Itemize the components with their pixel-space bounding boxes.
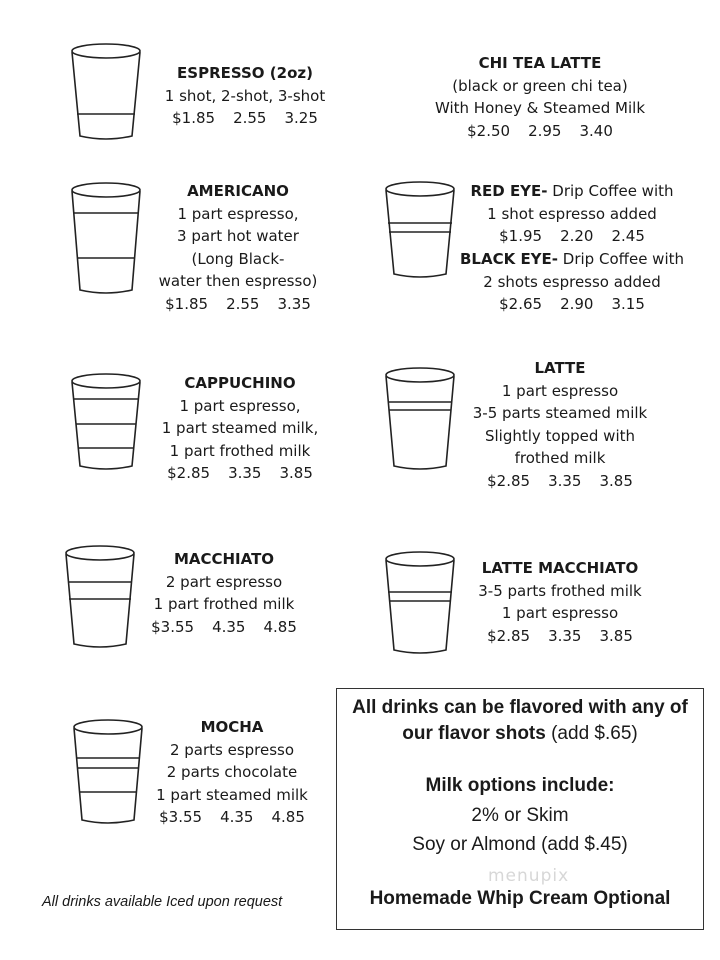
item-name: AMERICANO bbox=[187, 182, 289, 200]
item-line: 2 shots espresso added bbox=[483, 272, 661, 291]
item-line: water then espresso) bbox=[158, 272, 318, 290]
item-prices bbox=[452, 225, 692, 248]
latte-cup-icon bbox=[382, 366, 458, 472]
price-small: $2.85 bbox=[487, 626, 531, 645]
item-name: BLACK EYE- bbox=[459, 250, 559, 268]
mocha-cup-icon bbox=[70, 718, 146, 826]
item-line: 1 part espresso, bbox=[179, 396, 301, 415]
cappuccino-cup-icon bbox=[68, 372, 144, 472]
item-name: ESPRESSO (2oz) bbox=[177, 64, 313, 82]
price-small: $1.95 bbox=[499, 227, 543, 245]
item-line: 1 shot espresso added bbox=[487, 204, 657, 223]
item-line: 1 part espresso bbox=[501, 604, 619, 622]
item-prices bbox=[150, 462, 330, 485]
item-line: 3 part hot water bbox=[177, 227, 299, 245]
price-medium: 2.55 bbox=[233, 109, 267, 127]
item-line: 1 part frothed milk bbox=[169, 441, 311, 460]
price-large: 3.15 bbox=[611, 295, 645, 313]
item-name: MACCHIATO bbox=[173, 550, 275, 568]
black-eye-item bbox=[452, 248, 692, 316]
milk-option-2: Soy or Almond (add $.45) bbox=[412, 834, 628, 855]
price-large: 3.85 bbox=[599, 471, 633, 490]
price-small: $2.65 bbox=[499, 295, 543, 313]
price-large: 4.85 bbox=[271, 808, 305, 826]
item-prices bbox=[460, 625, 660, 648]
flavor-note-bold: All drinks can be flavored with any of our flavor shots bbox=[352, 697, 688, 744]
item-name: CHI TEA LATTE bbox=[478, 54, 602, 72]
item-line: 2 parts espresso bbox=[169, 740, 295, 759]
price-small: $2.85 bbox=[487, 471, 531, 490]
price-large: 4.85 bbox=[263, 617, 297, 636]
macchiato-item bbox=[134, 548, 314, 638]
price-small: $3.55 bbox=[159, 808, 203, 826]
item-name: LATTE MACCHIATO bbox=[481, 559, 639, 577]
item-prices bbox=[134, 616, 314, 639]
item-line: frothed milk bbox=[514, 449, 606, 467]
macchiato-cup-icon bbox=[62, 544, 138, 650]
item-prices bbox=[460, 470, 660, 493]
item-line: 1 part frothed milk bbox=[153, 595, 295, 613]
item-line: 2 part espresso bbox=[165, 572, 283, 591]
item-line: 1 part steamed milk bbox=[156, 785, 308, 804]
cappuccino-item bbox=[150, 372, 330, 485]
red-eye-item bbox=[452, 180, 692, 248]
item-name: LATTE bbox=[534, 359, 586, 377]
price-large: 3.40 bbox=[579, 121, 613, 140]
price-medium: 3.35 bbox=[548, 626, 582, 645]
price-medium: 3.35 bbox=[548, 471, 582, 490]
flavor-note bbox=[337, 695, 703, 747]
item-line: (Long Black- bbox=[191, 249, 285, 268]
item-line: 1 part espresso bbox=[501, 381, 619, 400]
info-box bbox=[336, 688, 704, 930]
item-name-line bbox=[452, 248, 692, 271]
price-large: 3.35 bbox=[277, 294, 311, 313]
item-line: (black or green chi tea) bbox=[452, 76, 628, 95]
price-large: 3.85 bbox=[279, 464, 313, 482]
price-medium: 2.95 bbox=[528, 121, 562, 140]
price-small: $1.85 bbox=[172, 109, 216, 127]
latte-macchiato-cup-icon bbox=[382, 550, 458, 656]
item-line: 3-5 parts frothed milk bbox=[478, 581, 642, 600]
item-prices bbox=[155, 107, 335, 130]
item-name: MOCHA bbox=[200, 718, 264, 736]
americano-item bbox=[148, 180, 328, 315]
item-line: 1 shot, 2-shot, 3-shot bbox=[164, 86, 326, 105]
americano-cup-icon bbox=[68, 180, 144, 298]
item-line: Slightly topped with bbox=[484, 426, 636, 445]
red-eye-cup-icon bbox=[382, 180, 458, 280]
item-line: 2 parts chocolate bbox=[166, 763, 298, 781]
item-name: RED EYE- bbox=[470, 182, 548, 200]
item-name-line bbox=[452, 180, 692, 203]
item-prices bbox=[452, 293, 692, 316]
item-prices bbox=[142, 806, 322, 829]
price-large: 3.85 bbox=[599, 626, 633, 645]
latte-macchiato-item bbox=[460, 557, 660, 647]
milk-option-1: 2% or Skim bbox=[471, 805, 569, 826]
price-medium: 2.55 bbox=[226, 294, 260, 313]
item-name: CAPPUCHINO bbox=[184, 374, 296, 392]
item-line: 1 part espresso, bbox=[177, 204, 299, 223]
watermark: menupix bbox=[488, 866, 570, 886]
price-medium: 2.90 bbox=[560, 295, 594, 313]
price-small: $3.55 bbox=[151, 617, 195, 636]
espresso-cup-icon bbox=[68, 42, 144, 142]
item-prices bbox=[420, 120, 660, 143]
price-medium: 4.35 bbox=[220, 808, 254, 826]
price-small: $2.85 bbox=[167, 464, 211, 482]
item-line: With Honey & Steamed Milk bbox=[434, 99, 646, 117]
item-line: 3-5 parts steamed milk bbox=[472, 404, 648, 422]
price-medium: 3.35 bbox=[228, 464, 262, 482]
chi-tea-latte-item bbox=[420, 52, 660, 142]
flavor-note-price: (add $.65) bbox=[545, 723, 638, 744]
whip-note: Homemade Whip Cream Optional bbox=[369, 888, 671, 909]
mocha-item bbox=[142, 716, 322, 829]
latte-item bbox=[460, 357, 660, 492]
price-medium: 2.20 bbox=[560, 227, 594, 245]
price-small: $1.85 bbox=[165, 294, 209, 313]
milk-heading: Milk options include: bbox=[425, 775, 615, 796]
price-large: 3.25 bbox=[284, 109, 318, 127]
espresso-item bbox=[155, 62, 335, 130]
footnote: All drinks available Iced upon request bbox=[42, 894, 283, 910]
item-name-suffix: Drip Coffee with bbox=[558, 250, 685, 268]
item-name-suffix: Drip Coffee with bbox=[547, 182, 674, 200]
price-small: $2.50 bbox=[467, 121, 511, 140]
item-line: 1 part steamed milk, bbox=[161, 419, 319, 437]
price-large: 2.45 bbox=[611, 227, 645, 245]
price-medium: 4.35 bbox=[212, 617, 246, 636]
item-prices bbox=[148, 293, 328, 316]
